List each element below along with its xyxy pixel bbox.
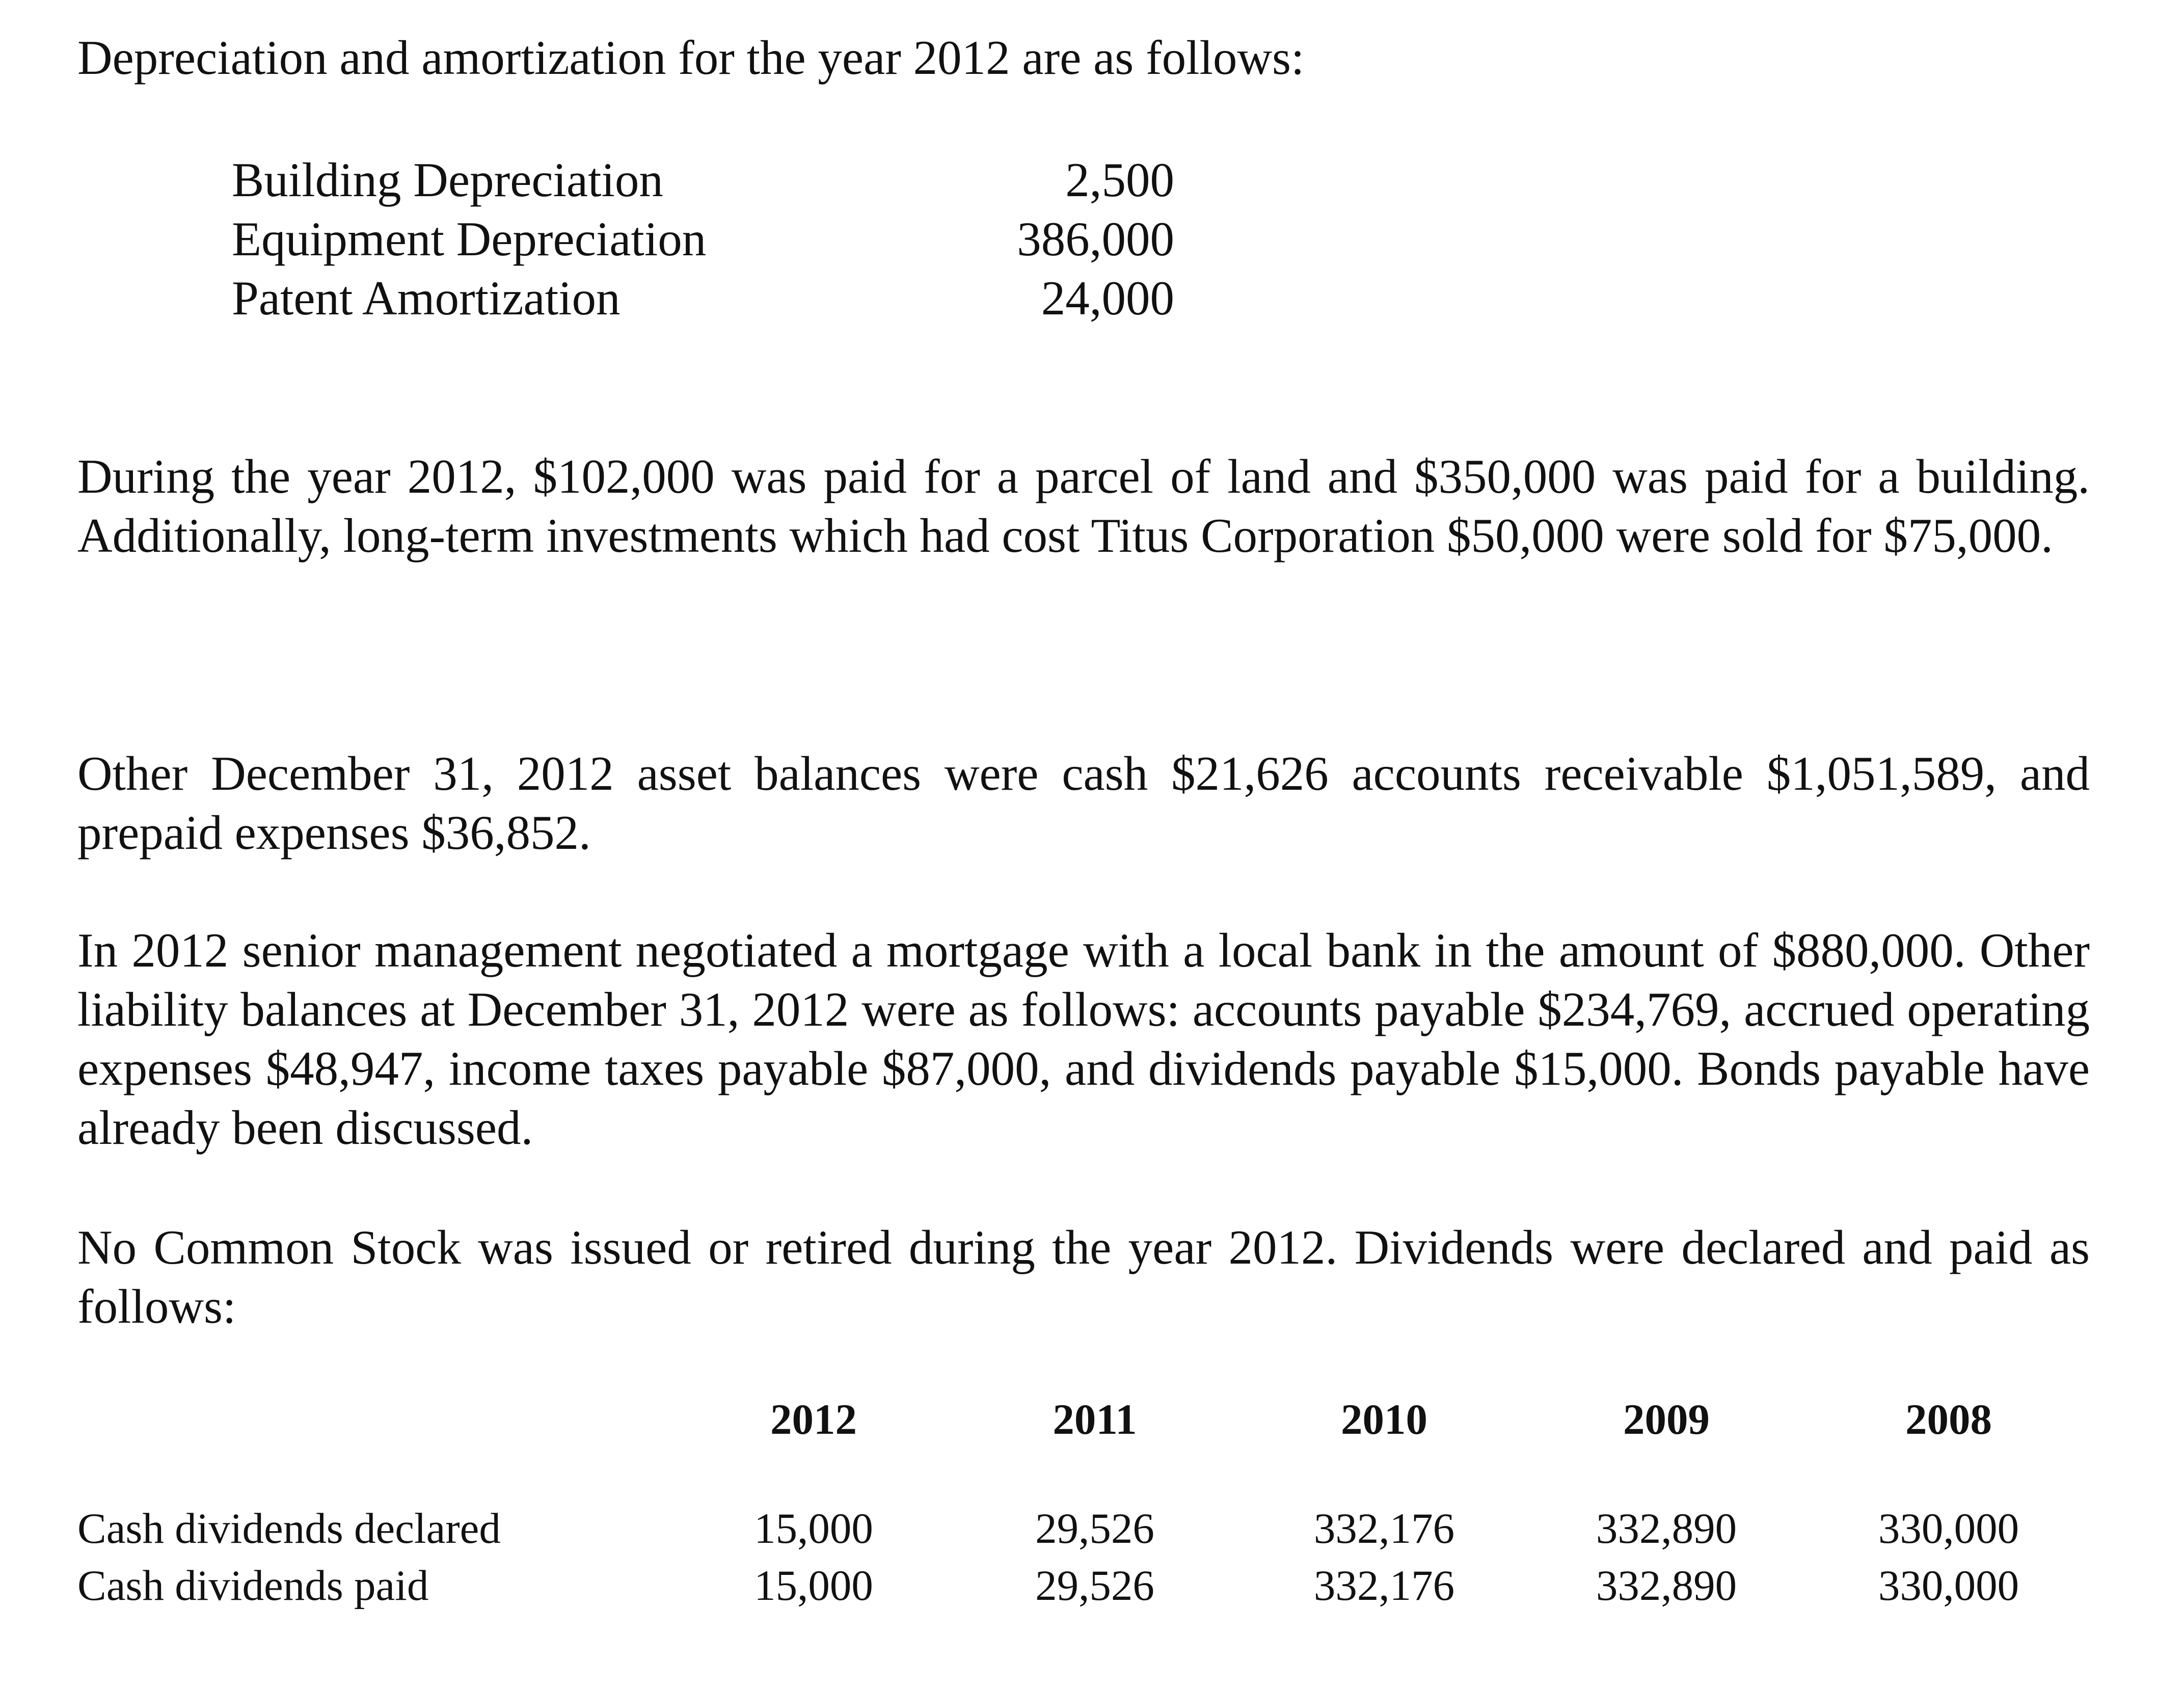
depreciation-value: 386,000 [1017, 212, 1174, 266]
table-cell: 330,000 [1878, 1505, 2019, 1552]
intro-paragraph: Depreciation and amortization for the year 2012 are as follows: [77, 31, 1305, 85]
year-header: 2011 [1053, 1396, 1137, 1443]
year-header: 2009 [1623, 1396, 1710, 1443]
table-cell: 330,000 [1878, 1562, 2019, 1610]
table-cell: 332,890 [1596, 1505, 1737, 1552]
year-header: 2010 [1341, 1396, 1427, 1443]
purchases-paragraph: During the year 2012, $102,000 was paid for a parcel of land and $350,000 was paid for a building. Additionally, long-term investments which had cost Titus Corporation $50,000 were sold for $75,000. [77, 449, 2090, 563]
depreciation-label: Building Depreciation [232, 153, 663, 207]
year-header: 2012 [770, 1396, 857, 1443]
depreciation-row [232, 269, 1174, 328]
depreciation-row [232, 150, 1174, 209]
table-cell: 332,176 [1313, 1562, 1455, 1610]
table-cell: 332,176 [1313, 1505, 1455, 1552]
depreciation-value: 2,500 [1065, 153, 1174, 207]
dividends-table [77, 1391, 2090, 1614]
row-label: Cash dividends declared [77, 1505, 501, 1552]
table-cell: 15,000 [754, 1505, 873, 1552]
liabilities-paragraph: In 2012 senior management negotiated a mortgage with a local bank in the amount of $880,000. Other liability balances at December 31, 2012 were as follows: accounts payable $234,769, accrued operating expenses $48,947, income taxes payable $87,000, and dividends payable $15,000. Bonds payable have already been discussed. [77, 923, 2090, 1155]
dividends-header-row [77, 1391, 2090, 1448]
depreciation-table [232, 150, 1174, 328]
dividends-paid-row [77, 1557, 2090, 1614]
table-cell: 15,000 [754, 1562, 873, 1610]
table-cell: 29,526 [1035, 1505, 1154, 1552]
row-label: Cash dividends paid [77, 1562, 429, 1610]
depreciation-label: Equipment Depreciation [232, 212, 707, 266]
table-cell: 332,890 [1596, 1562, 1737, 1610]
asset-balances-paragraph: Other December 31, 2012 asset balances were cash $21,626 accounts receivable $1,051,589, and prepaid expenses $36,852. [77, 746, 2090, 860]
depreciation-row [232, 209, 1174, 269]
depreciation-label: Patent Amortization [232, 271, 621, 325]
common-stock-paragraph: No Common Stock was issued or retired during the year 2012. Dividends were declared and paid as follows: [77, 1220, 2090, 1333]
depreciation-value: 24,000 [1041, 271, 1174, 325]
dividends-declared-row [77, 1500, 2090, 1557]
year-header: 2008 [1905, 1396, 1992, 1443]
table-cell: 29,526 [1035, 1562, 1154, 1610]
